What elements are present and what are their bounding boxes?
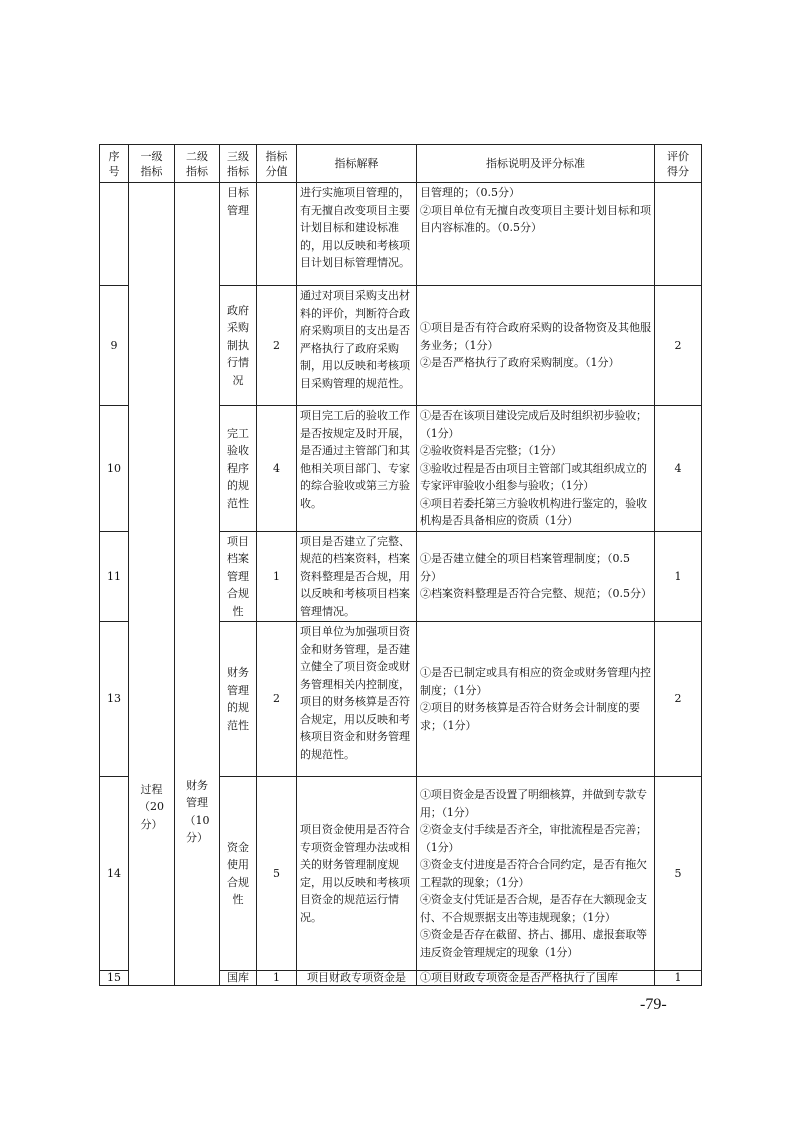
row-criteria: ①项目资金是否设置了明细核算，并做到专款专用；（1分） ②资金支付手续是否齐全，审批流程是否完善；（1分） ③资金支付进度是否符合合同约定，是否有拖欠工程款的现象；（1分） ④资金支付凭证是否合规，是否存在大额现金支付、不合规票据支出等违规现象；（1分） ⑤资金是否存在截留、挤占、挪用、虚报套取等违反资金管理规定的现象（1分） (417, 777, 655, 971)
header-level3: 三级 指标 (220, 145, 257, 183)
row-got: 5 (655, 777, 702, 971)
row-criteria: 目管理的；（0.5分） ②项目单位有无擅自改变项目主要计划目标和项目内容标准的。（0.5分） (417, 183, 655, 286)
row-no (100, 183, 129, 286)
row-no: 14 (100, 777, 129, 971)
header-row (100, 145, 702, 183)
row-score: 1 (257, 971, 297, 986)
row-criteria: ①项目财政专项资金是否严格执行了国库 (417, 971, 655, 986)
header-score: 指标 分值 (257, 145, 297, 183)
row-got: 1 (655, 971, 702, 986)
row-no: 9 (100, 286, 129, 406)
row-explain: 项目单位为加强项目资金和财务管理，是否建立健全了项目资金或财务管理相关内控制度，项目的财务核算是否符合规定，用以反映和考核项目资金和财务管理的规范性。 (297, 622, 417, 777)
row-got (655, 183, 702, 286)
level2-cell: 财务 管理 （10 分） (175, 777, 220, 986)
level2-cell-top (175, 183, 220, 777)
row-score (257, 183, 297, 286)
table-row (100, 183, 702, 286)
row-score: 2 (257, 286, 297, 406)
row-no: 13 (100, 622, 129, 777)
row-score: 5 (257, 777, 297, 971)
row-criteria: ①是否在该项目建设完成后及时组织初步验收；（1分） ②验收资料是否完整；（1分） ③验收过程是否由项目主管部门或其组织成立的专家评审验收小组参与验收；（1分） ④项目若委托第三方验收机构进行鉴定的，验收机构是否具备相应的资质（1分） (417, 406, 655, 532)
row-score: 4 (257, 406, 297, 532)
row-level3: 政府 采购 制执 行情 况 (220, 286, 257, 406)
row-level3: 国库 (220, 971, 257, 986)
row-criteria: ①项目是否有符合政府采购的设备物资及其他服务业务；（1分） ②是否严格执行了政府采购制度。（1分） (417, 286, 655, 406)
row-explain: 项目财政专项资金是 (297, 971, 417, 986)
row-level3: 资金 使用 合规 性 (220, 777, 257, 971)
row-explain: 通过对项目采购支出材料的评价，判断符合政府采购项目的支出是否严格执行了政府采购制，用以反映和考核项目采购管理的规范性。 (297, 286, 417, 406)
header-got: 评价 得分 (655, 145, 702, 183)
row-score: 2 (257, 622, 297, 777)
table-row (100, 777, 702, 971)
row-level3: 项目 档案 管理 合规 性 (220, 531, 257, 622)
row-criteria: ①是否建立健全的项目档案管理制度；（0.5分） ②档案资料整理是否符合完整、规范；（0.5分） (417, 531, 655, 622)
row-level3: 目标 管理 (220, 183, 257, 286)
header-no: 序 号 (100, 145, 129, 183)
row-no: 15 (100, 971, 129, 986)
header-level2: 二级 指标 (175, 145, 220, 183)
row-got: 2 (655, 622, 702, 777)
row-explain: 进行实施项目管理的，有无擅自改变项目主要计划目标和建设标准的，用以反映和考核项目计划目标管理情况。 (297, 183, 417, 286)
row-level3: 完工 验收 程序 的规 范性 (220, 406, 257, 532)
page-number: -79- (640, 996, 667, 1013)
row-explain: 项目完工后的验收工作是否按规定及时开展，是否通过主管部门和其他相关项目部门、专家的综合验收或第三方验收。 (297, 406, 417, 532)
row-score: 1 (257, 531, 297, 622)
row-no: 10 (100, 406, 129, 532)
header-explain: 指标解释 (297, 145, 417, 183)
row-got: 4 (655, 406, 702, 532)
row-level3: 财务 管理 的规 范性 (220, 622, 257, 777)
row-got: 1 (655, 531, 702, 622)
row-criteria: ①是否已制定或具有相应的资金或财务管理内控制度；（1分） ②项目的财务核算是否符合财务会计制度的要求；（1分） (417, 622, 655, 777)
header-criteria: 指标说明及评分标准 (417, 145, 655, 183)
row-got: 2 (655, 286, 702, 406)
row-explain: 项目资金使用是否符合专项资金管理办法或相关的财务管理制度规定，用以反映和考核项目资金的规范运行情况。 (297, 777, 417, 971)
level1-cell-top (129, 183, 175, 777)
header-level1: 一级 指标 (129, 145, 175, 183)
row-explain: 项目是否建立了完整、规范的档案资料，档案资料整理是否合规，用以反映和考核项目档案管理情况。 (297, 531, 417, 622)
evaluation-table (99, 144, 702, 986)
row-no: 11 (100, 531, 129, 622)
level1-cell: 过程 （20 分） (129, 777, 175, 986)
